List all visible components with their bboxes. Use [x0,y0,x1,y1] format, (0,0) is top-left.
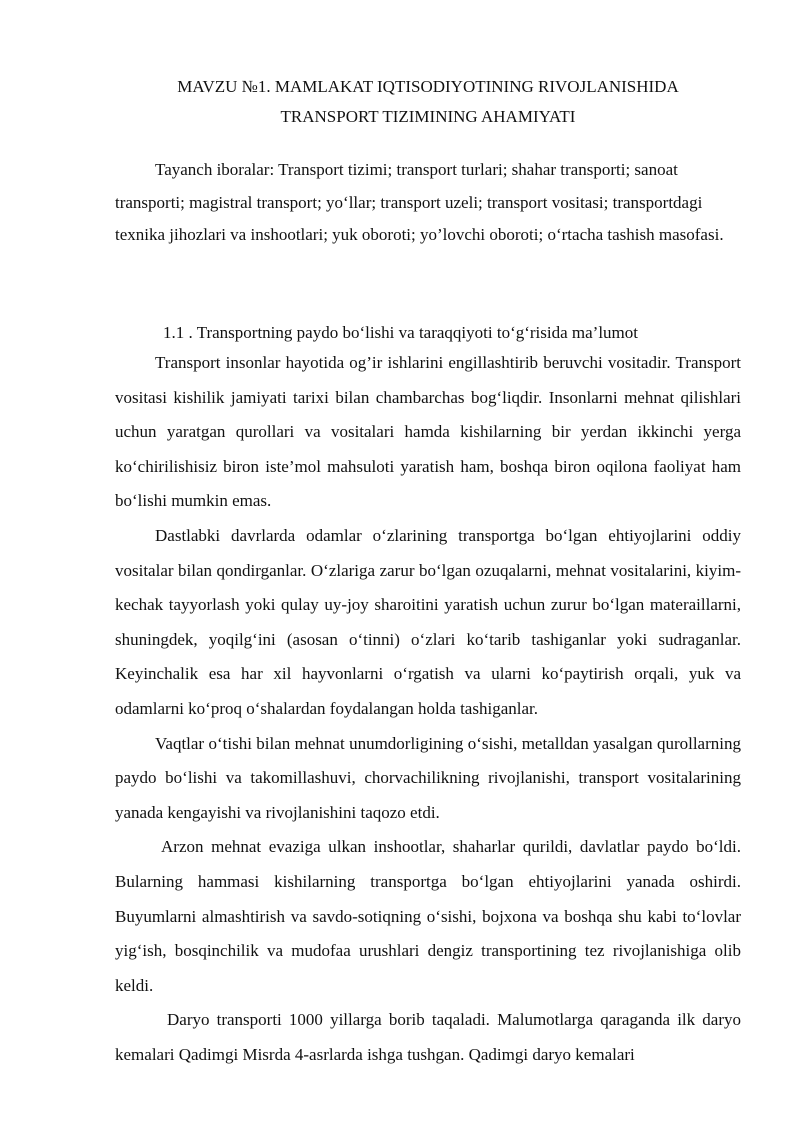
paragraph-4: Arzon mehnat evaziga ulkan inshootlar, shaharlar qurildi, davlatlar paydo bo‘ldi. Bularning hammasi kishilarning transportga bo‘lgan ehtiyojlarini yanada oshirdi. Buyumlarni almashtirish va savdo-sotiqning o‘sishi, bojxona va boshqa shu kabi to‘lovlar yig‘ish, bosqinchilik va mudofaa urushlari dengiz transportining tez rivojlanishiga olib keldi. [115,837,741,995]
title-line-2: TRANSPORT TIZIMINING AHAMIYATI [280,107,576,126]
paragraph-3: Vaqtlar o‘tishi bilan mehnat unumdorligining o‘sishi, metalldan yasalgan qurollarning paydo bo‘lishi va takomillashuvi, chorvachilikning rivojlanishi, transport vositalarining yanada kengayishi va rivojlanishini taqozo etdi. [115,733,741,822]
body-text [115,346,741,1072]
section-heading: 1.1 . Transportning paydo bo‘lishi va taraqqiyoti to‘g‘risida ma’lumot [163,323,639,342]
paragraph-5: Daryo transporti 1000 yillarga borib taqaladi. Malumotlarga qaraganda ilk daryo kemalari Qadimgi Misrda 4-asrlarda ishga tushgan. Qadimgi daryo kemalari [115,1010,741,1064]
paragraph-2: Dastlabki davrlarda odamlar o‘zlarining transportga bo‘lgan ehtiyojlarini oddiy vositalar bilan qondirganlar. O‘zlariga zarur bo‘lgan ozuqalarni, mehnat vositalarini, kiyim-kechak tayyorlash yoki qulay uy-joy sharoitini yaratish uchun zurur bo‘lgan materaillarni, shuningdek, yoqilg‘ini (asosan o‘tinni) o‘zlari ko‘tarib tashiganlar yoki sudraganlar. Keyinchalik esa har xil hayvonlarni o‘rgatish va ularni ko‘paytirish orqali, yuk va odamlarni ko‘proq o‘shalardan foydalangan holda tashiganlar. [115,525,741,718]
paragraph-1: Transport insonlar hayotida og’ir ishlarini engillashtirib beruvchi vositadir. Transport vositasi kishilik jamiyati tarixi bilan chambarchas bog‘liqdir. Insonlarni mehnat qilishlari uchun yaratgan qurollari va vositalari hamda kishilarning bir yerdan ikkinchi yerga ko‘chirilishisiz biron iste’mol mahsuloti yaratish ham, boshqa biron oqilona faoliyat ham bo‘lishi mumkin emas. [115,353,741,511]
page-title [115,72,741,132]
title-line-1: MAVZU №1. MAMLAKAT IQTISODIYOTINING RIVOJLANISHIDA [177,77,679,96]
keywords-paragraph: Tayanch iboralar: Transport tizimi; transport turlari; shahar transporti; sanoat transporti; magistral transport; yo‘llar; transport uzeli; transport vositasi; transportdagi texnika jihozlari va inshootlari; yuk oboroti; yo’lovchi oboroti; o‘rtacha tashish masofasi. [115,160,724,244]
